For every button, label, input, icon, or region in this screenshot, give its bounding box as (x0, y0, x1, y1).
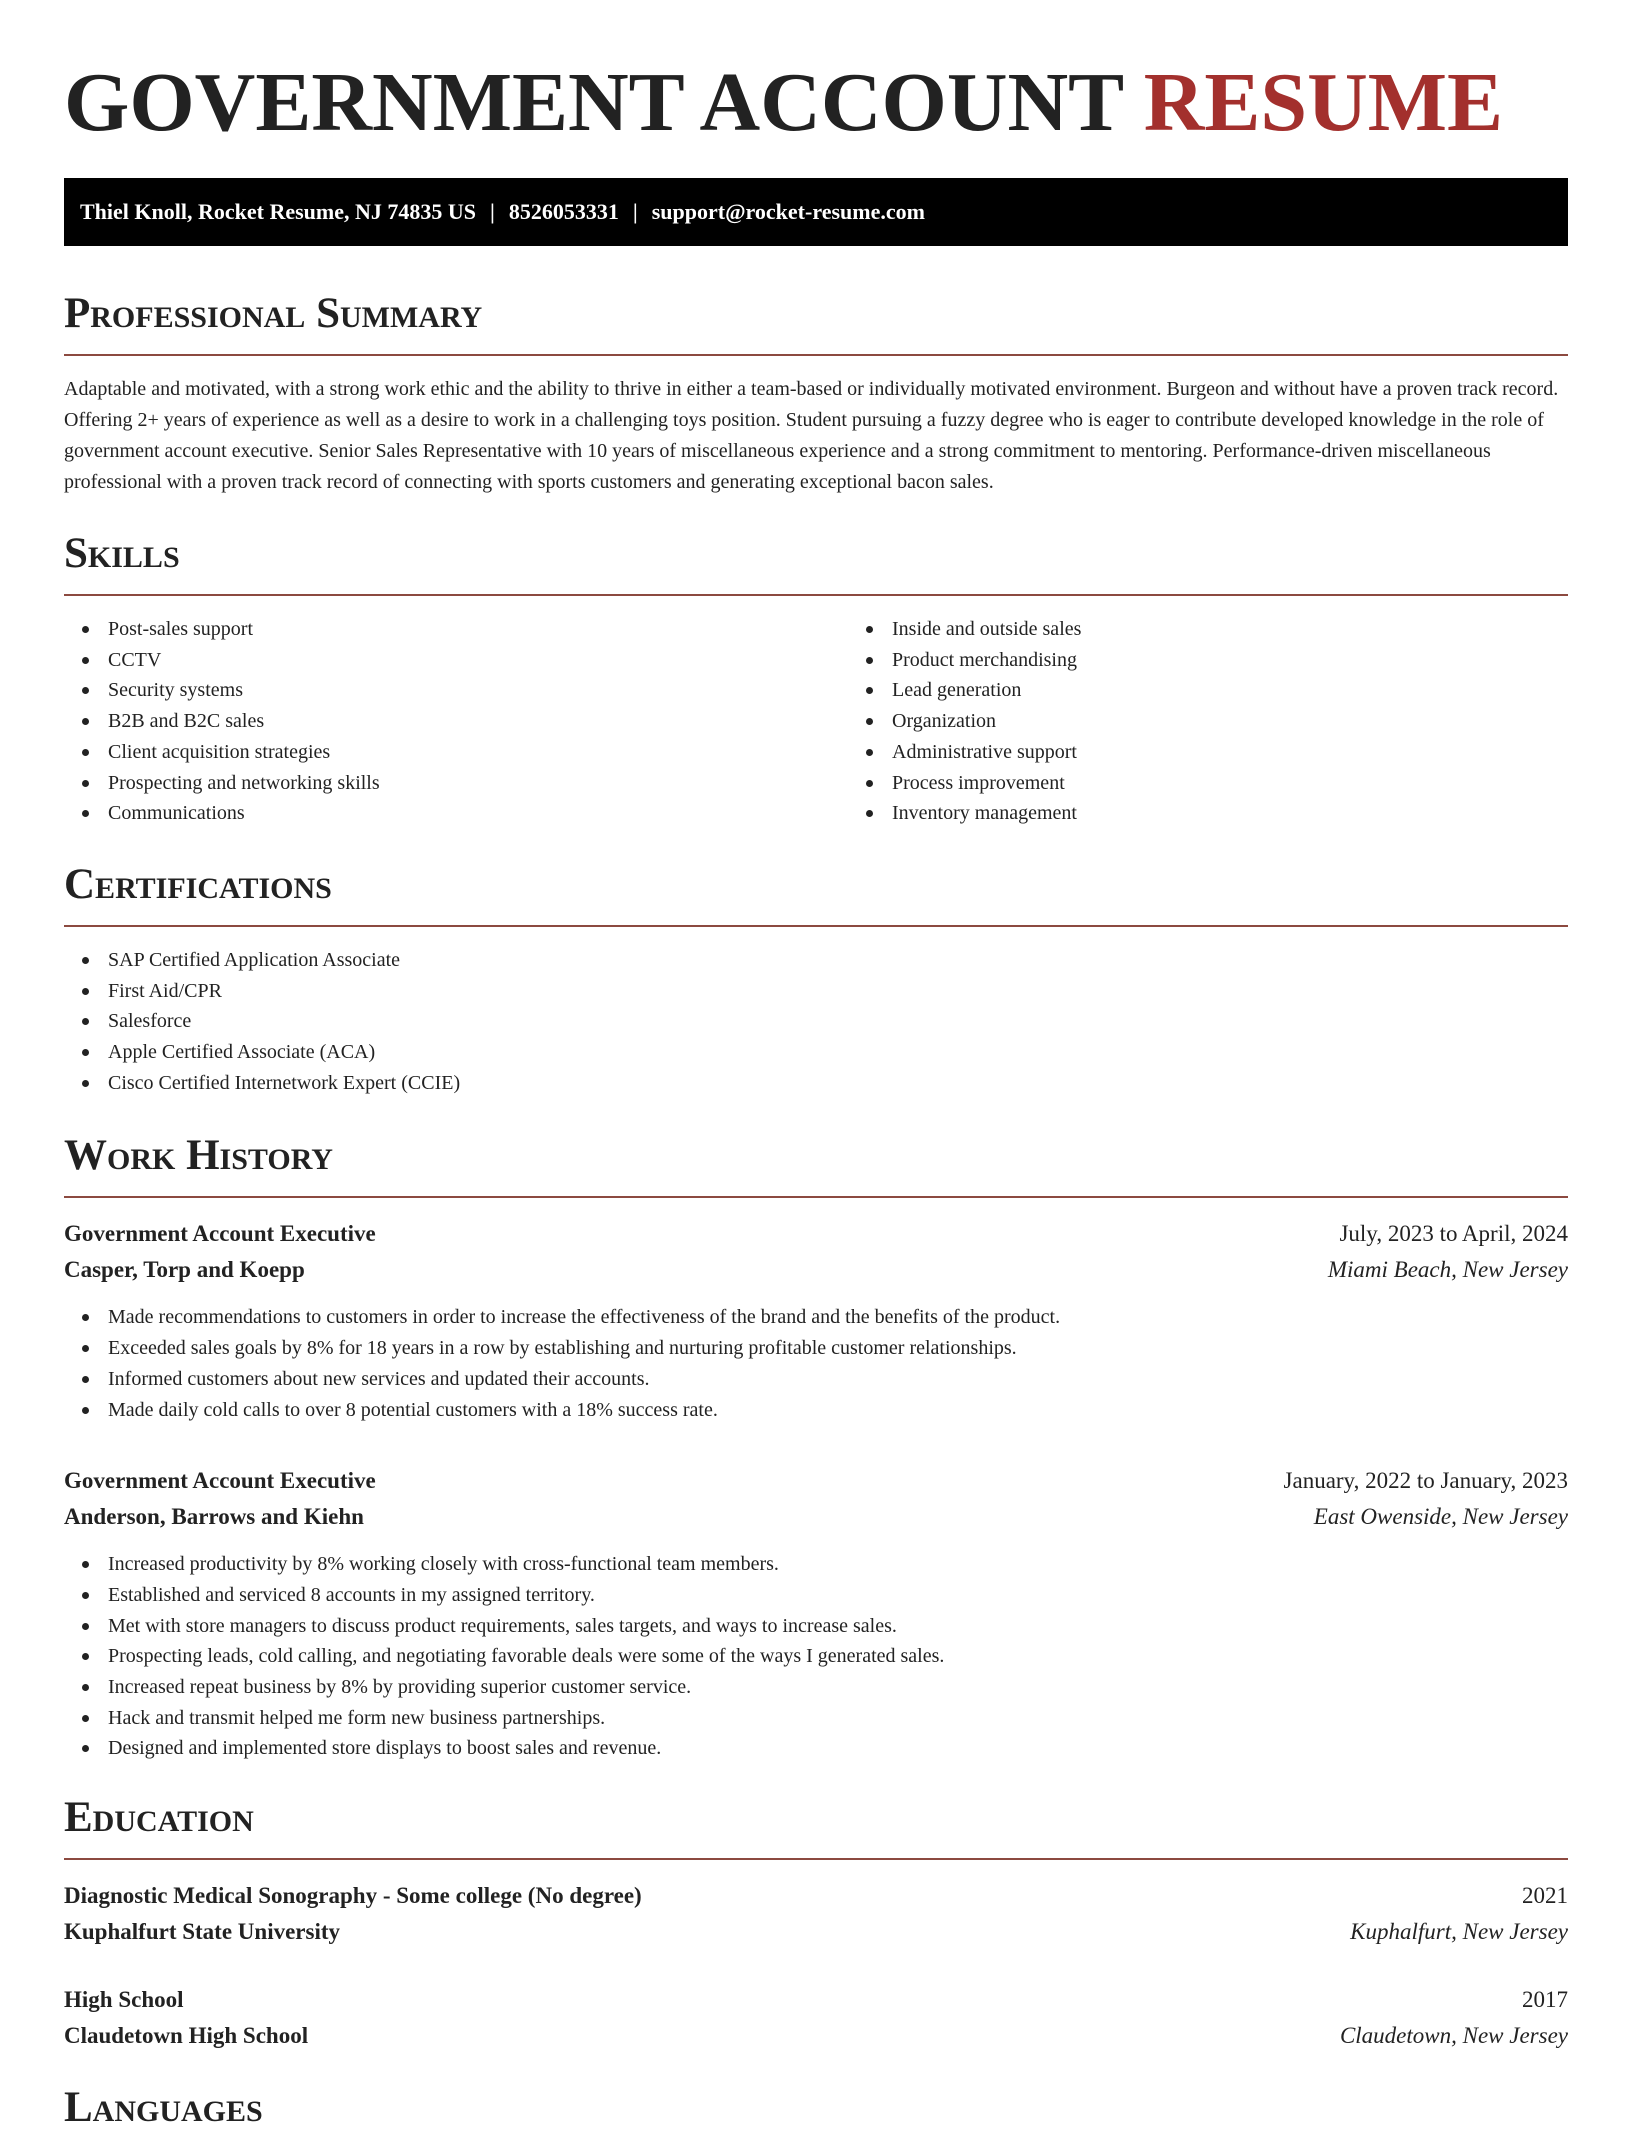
languages-heading: Languages (64, 2084, 263, 2132)
skill-item: Communications (108, 798, 848, 829)
job-title-row (64, 1216, 1568, 1252)
education-degree: Diagnostic Medical Sonography - Some college (No degree) (64, 1883, 642, 1909)
skill-item: Post-sales support (108, 614, 848, 645)
certification-item: Cisco Certified Internetwork Expert (CCIE) (108, 1068, 1568, 1099)
job-dates: July, 2023 to April, 2024 (1339, 1221, 1568, 1247)
skills-heading: Skills (64, 530, 180, 577)
education-school: Kuphalfurt State University (64, 1919, 340, 1945)
education-entry (64, 1982, 1568, 2054)
education-year: 2017 (1522, 1987, 1568, 2013)
job-entry (64, 1463, 1568, 1764)
job-bullets (64, 1549, 1568, 1764)
certification-item: First Aid/CPR (108, 976, 1568, 1007)
title-main: GOVERNMENT ACCOUNT (64, 56, 1123, 149)
job-company: Anderson, Barrows and Kiehn (64, 1504, 364, 1530)
skills-grid (64, 596, 1568, 829)
skills-section (64, 528, 1568, 829)
section-divider (64, 1196, 1568, 1198)
resume-title (64, 52, 1568, 154)
education-school-row (64, 1914, 1568, 1950)
education-entry (64, 1878, 1568, 1950)
job-dates: January, 2022 to January, 2023 (1283, 1468, 1568, 1494)
section-divider (64, 1858, 1568, 1860)
skill-item: Inventory management (892, 798, 1568, 829)
skill-item: Organization (892, 706, 1568, 737)
education-degree-row (64, 1982, 1568, 2018)
languages-section (64, 2082, 1568, 2134)
skills-list-right (848, 614, 1568, 829)
education-heading: Education (64, 1794, 254, 1842)
job-bullet: Prospecting leads, cold calling, and negotiating favorable deals were some of the ways I generated sales. (108, 1641, 1568, 1672)
education-year: 2021 (1522, 1883, 1568, 1909)
education-location: Claudetown, New Jersey (1339, 2023, 1568, 2049)
summary-section (64, 288, 1568, 498)
job-company-row (64, 1499, 1568, 1535)
contact-bar (64, 178, 1568, 246)
skill-item: CCTV (108, 645, 848, 676)
job-bullets (64, 1302, 1568, 1425)
job-bullet: Hack and transmit helped me form new business partnerships. (108, 1703, 1568, 1734)
job-location: East Owenside, New Jersey (1313, 1504, 1568, 1530)
skills-list-left (64, 614, 848, 829)
job-bullet: Exceeded sales goals by 8% for 18 years in a row by establishing and nurturing profitable customer relationships. (108, 1333, 1568, 1364)
education-degree-row (64, 1878, 1568, 1914)
work-history-section (64, 1130, 1568, 1764)
education-school-row (64, 2018, 1568, 2054)
job-title: Government Account Executive (64, 1221, 376, 1247)
certifications-section (64, 859, 1568, 1099)
section-divider (64, 354, 1568, 356)
skill-item: Client acquisition strategies (108, 737, 848, 768)
job-bullet: Met with store managers to discuss product requirements, sales targets, and ways to increase sales. (108, 1611, 1568, 1642)
certifications-list (64, 945, 1568, 1099)
job-location: Miami Beach, New Jersey (1327, 1257, 1568, 1283)
skill-item: Lead generation (892, 675, 1568, 706)
contact-phone[interactable]: 8526053331 (508, 199, 619, 224)
summary-text: Adaptable and motivated, with a strong work ethic and the ability to thrive in either a team-based or individually motivated environment. Burgeon and without have a proven track record. Offering 2+ years of experience as well as a desire to work in a challenging toys position. Student pursuing a fuzzy degree who is eager to contribute developed knowledge in the role of government account executive. Senior Sales Representative with 10 years of miscellaneous experience and a strong commitment to mentoring. Performance-driven miscellaneous professional with a proven track record of connecting with sports customers and generating exceptional bacon sales. (64, 378, 1559, 493)
work-history-heading: Work History (64, 1132, 333, 1180)
job-bullet: Increased repeat business by 8% by providing superior customer service. (108, 1672, 1568, 1703)
education-location: Kuphalfurt, New Jersey (1350, 1919, 1568, 1945)
skill-item: B2B and B2C sales (108, 706, 848, 737)
job-bullet: Increased productivity by 8% working closely with cross-functional team members. (108, 1549, 1568, 1580)
job-title-row (64, 1463, 1568, 1499)
skill-item: Process improvement (892, 768, 1568, 799)
certification-item: SAP Certified Application Associate (108, 945, 1568, 976)
education-school: Claudetown High School (64, 2023, 309, 2049)
job-company: Casper, Torp and Koepp (64, 1257, 305, 1283)
job-company-row (64, 1252, 1568, 1288)
contact-separator: | (490, 199, 495, 224)
job-entry (64, 1216, 1568, 1425)
skill-item: Security systems (108, 675, 848, 706)
education-degree: High School (64, 1987, 184, 2013)
skill-item: Inside and outside sales (892, 614, 1568, 645)
job-bullet: Made daily cold calls to over 8 potential customers with a 18% success rate. (108, 1395, 1568, 1426)
certification-item: Apple Certified Associate (ACA) (108, 1037, 1568, 1068)
contact-separator: | (632, 199, 638, 224)
job-title: Government Account Executive (64, 1468, 376, 1494)
job-bullet: Established and serviced 8 accounts in my assigned territory. (108, 1580, 1568, 1611)
skill-item: Administrative support (892, 737, 1568, 768)
job-bullet: Made recommendations to customers in order to increase the effectiveness of the brand and the benefits of the product. (108, 1302, 1568, 1333)
job-bullet: Informed customers about new services and updated their accounts. (108, 1364, 1568, 1395)
skill-item: Product merchandising (892, 645, 1568, 676)
contact-address: Thiel Knoll, Rocket Resume, NJ 74835 US (80, 199, 476, 224)
contact-email[interactable]: support@rocket-resume.com (651, 199, 925, 224)
summary-heading: Professional Summary (64, 290, 483, 337)
certification-item: Salesforce (108, 1006, 1568, 1037)
education-section (64, 1792, 1568, 2054)
skill-item: Prospecting and networking skills (108, 768, 848, 799)
section-divider (64, 925, 1568, 927)
title-accent: RESUME (1143, 56, 1504, 149)
job-bullet: Designed and implemented store displays to boost sales and revenue. (108, 1733, 1568, 1764)
certifications-heading: Certifications (64, 860, 332, 908)
